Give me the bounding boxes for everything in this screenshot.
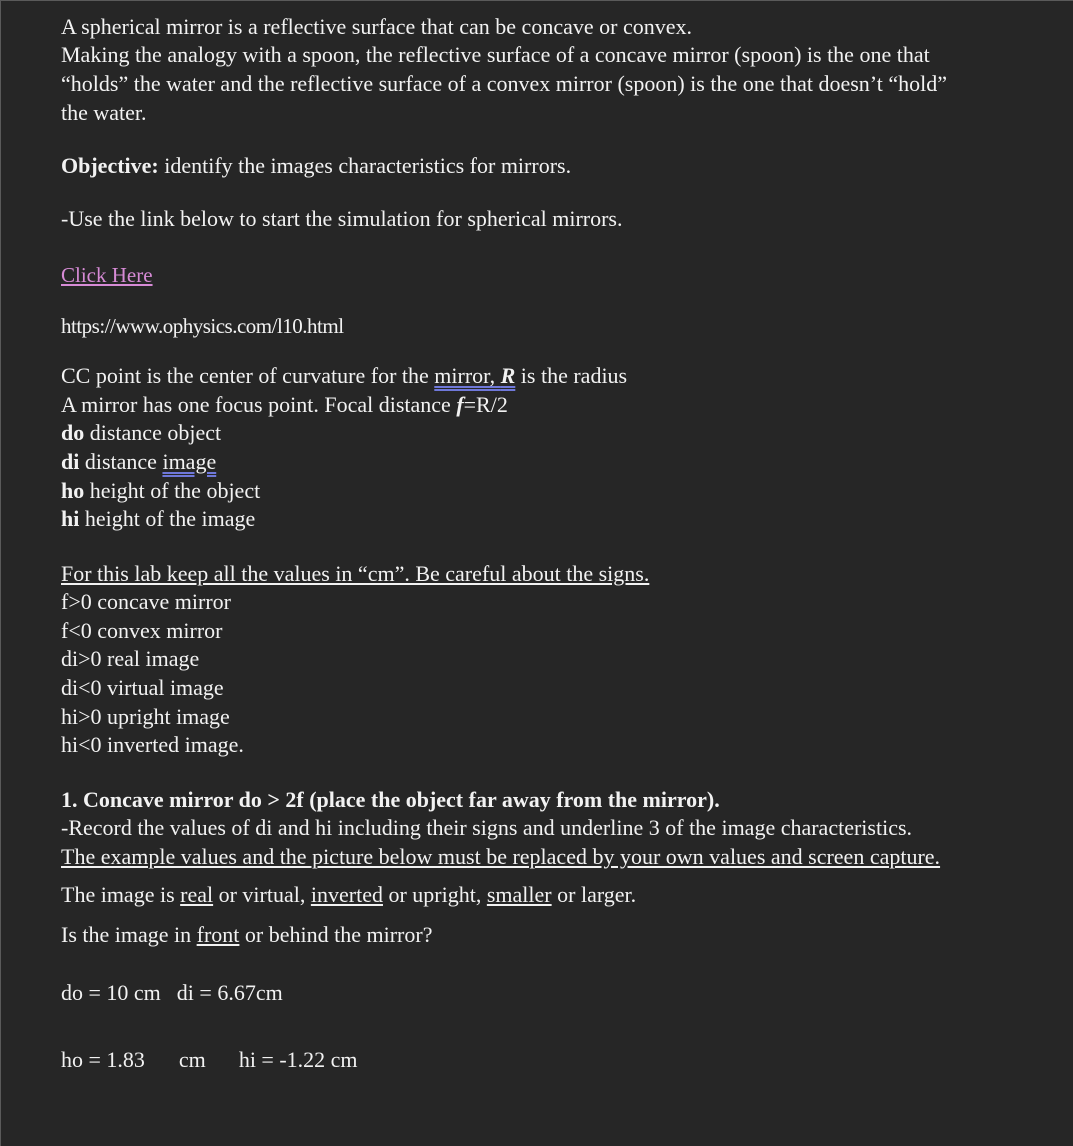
focus-text: A mirror has one focus point. Focal distance <box>61 392 457 417</box>
question-1-note: The example values and the picture below must be replaced by your own values and screen capture. <box>61 844 941 869</box>
intro-line-3: “holds” the water and the reflective surface of a convex mirror (spoon) is the one that doesn’t “hold” <box>61 71 947 96</box>
di-text: distance <box>79 449 163 474</box>
rule-item: hi>0 upright image <box>61 704 230 729</box>
rule-item: hi<0 inverted image. <box>61 732 244 757</box>
char-inverted: inverted <box>310 882 383 907</box>
values-line-2 <box>61 1047 358 1073</box>
objective-label: Objective: <box>61 153 159 178</box>
do-value: do = 10 cm <box>61 980 161 1005</box>
ho-text: height of the object <box>84 478 261 503</box>
definition-di <box>61 449 216 475</box>
ho-value: ho = 1.83 <box>61 1047 145 1072</box>
hi-text: height of the image <box>79 506 256 531</box>
definition-ho <box>61 478 260 504</box>
instruction-line: -Use the link below to start the simulation for spherical mirrors. <box>61 206 623 231</box>
position-front: front <box>196 922 240 947</box>
rule-item: f<0 convex mirror <box>61 618 223 643</box>
click-here-link[interactable]: Click Here <box>61 263 153 287</box>
char-text: or upright, <box>382 882 487 907</box>
definition-focus <box>61 392 508 418</box>
question-1-instruction: -Record the values of di and hi including their signs and underline 3 of the image characteristics. <box>61 815 913 840</box>
ho-label: ho <box>61 478 85 503</box>
intro-line-4: the water. <box>61 100 147 125</box>
di-image-word: image <box>162 449 217 474</box>
hi-label: hi <box>61 506 80 531</box>
definition-cc <box>61 363 627 389</box>
focus-post-text: =R/2 <box>463 392 508 417</box>
position-text: or behind the mirror? <box>239 922 433 947</box>
cc-radius-symbol: R <box>500 363 516 388</box>
objective-line <box>61 153 571 179</box>
values-line-1 <box>61 980 283 1006</box>
cc-text: CC point is the center of curvature for the <box>61 363 435 388</box>
char-text: or larger. <box>551 882 637 907</box>
question-1-title-text: 1. Concave mirror do > 2f (place the object far away from the mirror). <box>61 787 720 812</box>
cc-mirror-word: mirror, <box>434 363 501 388</box>
image-position-line <box>61 922 432 948</box>
char-text: or virtual, <box>213 882 311 907</box>
do-label: do <box>61 420 85 445</box>
intro-line-1: A spherical mirror is a reflective surface that can be concave or convex. <box>61 14 692 39</box>
rule-item: f>0 concave mirror <box>61 589 231 614</box>
intro-line-2: Making the analogy with a spoon, the reflective surface of a concave mirror (spoon) is the one that <box>61 42 930 67</box>
rule-item: di<0 virtual image <box>61 675 224 700</box>
definition-hi <box>61 506 255 532</box>
di-value: di = 6.67cm <box>176 980 283 1005</box>
char-real: real <box>180 882 214 907</box>
char-text: The image is <box>61 882 181 907</box>
focus-symbol: f <box>456 392 464 417</box>
objective-text: identify the images characteristics for mirrors. <box>158 153 572 178</box>
ho-unit: cm <box>178 1047 206 1072</box>
rule-item: di>0 real image <box>61 646 200 671</box>
di-label: di <box>61 449 80 474</box>
rules-heading: For this lab keep all the values in “cm”. Be careful about the signs. <box>61 561 650 586</box>
position-text: Is the image in <box>61 922 197 947</box>
question-1-title <box>61 787 720 813</box>
char-smaller: smaller <box>486 882 552 907</box>
do-text: distance object <box>84 420 222 445</box>
hi-value: hi = -1.22 cm <box>238 1047 358 1072</box>
cc-post-text: is the radius <box>515 363 628 388</box>
image-characteristics-line <box>61 882 636 908</box>
definition-do <box>61 420 221 446</box>
url-text: https://www.ophysics.com/l10.html <box>61 314 344 338</box>
